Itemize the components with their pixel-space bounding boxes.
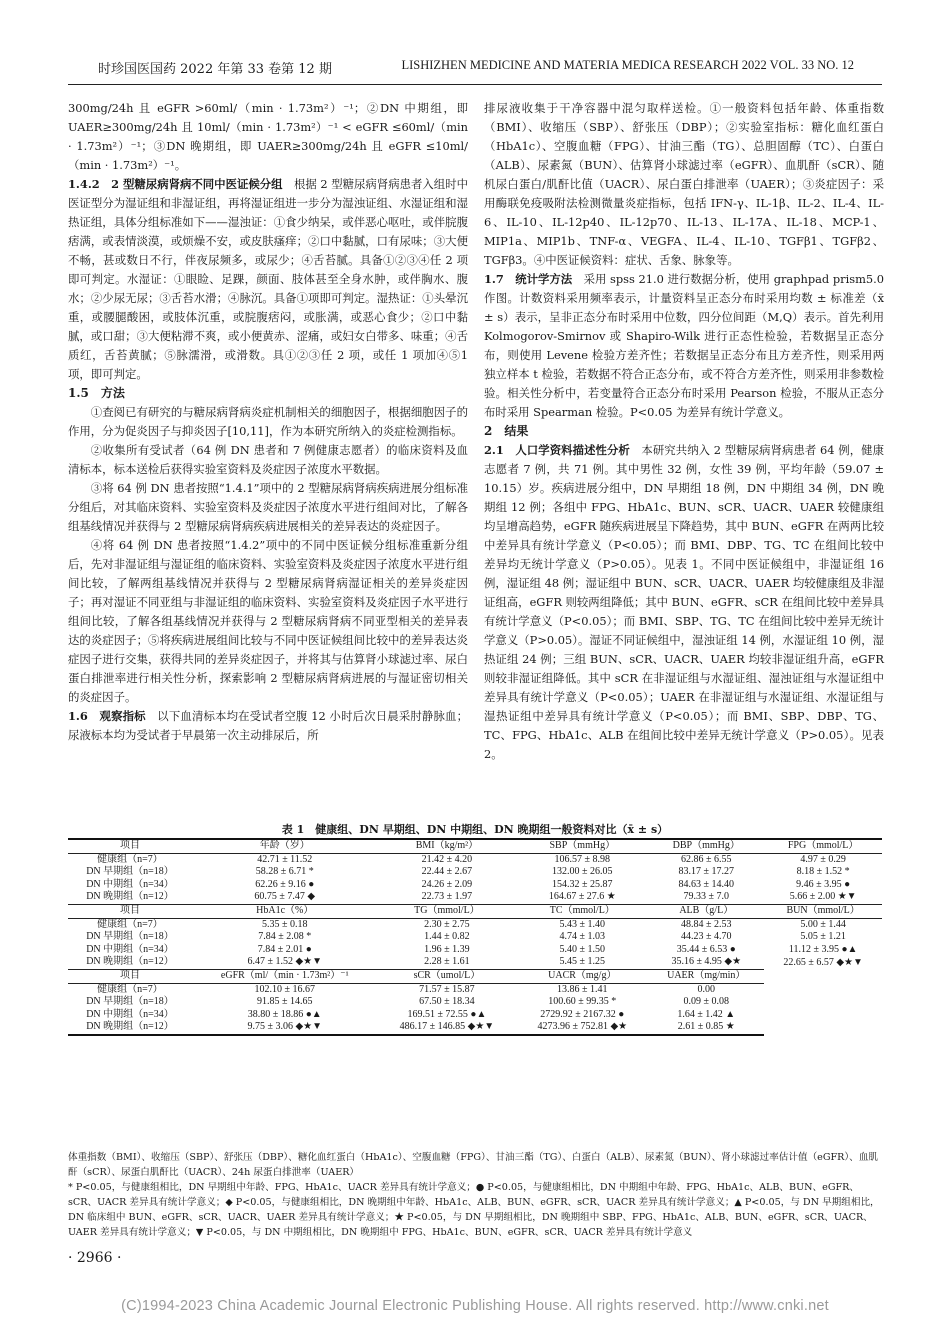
- row-label: DN 中期组（n=34）: [86, 1008, 174, 1020]
- journal-header-en: LISHIZHEN MEDICINE AND MATERIA MEDICA RESEARCH 2022 VOL. 33 NO. 12: [401, 58, 854, 72]
- table-row: [68, 944, 882, 957]
- table-row: [68, 983, 882, 996]
- table-cell: 22.65 ± 6.57 ◆★▼: [783, 956, 863, 968]
- significance-note: * P<0.05，与健康组相比，DN 早期组中年龄、FPG、HbA1c、UACR 差异具有统计学意义；● P<0.05，与健康组相比，DN 中期组中年龄、FPG、HbA1c、ALB、BUN、eGFR、sCR、UACR 差异具有统计学意义；◆ P<0.05，与健康组相比，DN 晚期组中年龄、HbA1c、ALB、BUN、eGFR、sCR、UACR 差异具有统计学意义；▲ P<0.05，与 DN 早期组相比，DN 临床组中 BUN、eGFR、sCR、UACR、UAER 差异具有统计学意义；★ P<0.05，与 DN 早期组相比，DN 晚期组中 SBP、FPG、HbA1c、ALB、BUN、eGFR、sCR、UACR、UAER 差异具有统计学意义；▼ P<0.05，与 DN 中期组相比，DN 晚期组中 FPG、HbA1c、BUN、eGFR、sCR、UACR 差异具有统计学意义: [68, 1182, 880, 1238]
- table-header-cell: 项目: [68, 839, 192, 853]
- row-label: DN 中期组（n=34）: [86, 878, 174, 890]
- table-header-cell: UACR（mg/g）: [516, 969, 648, 983]
- table-row: [68, 931, 882, 944]
- table-header-row: [68, 839, 882, 853]
- table-cell: 35.16 ± 4.95 ◆★: [671, 956, 742, 968]
- section-heading: 1.5 方法: [68, 386, 125, 400]
- table-cell: 164.67 ± 27.6 ★: [548, 891, 616, 903]
- table-cell: 100.60 ± 99.35 *: [548, 996, 617, 1008]
- table-cell: 4.74 ± 1.03: [559, 931, 606, 943]
- table-cell: 154.32 ± 25.87: [552, 878, 613, 890]
- table-cell: 8.18 ± 1.52 *: [796, 866, 850, 878]
- table-header-cell: TC（mmol/L）: [516, 904, 648, 918]
- table-cell: 2.28 ± 1.61: [424, 956, 470, 968]
- table-header-cell: HbA1c（%）: [192, 904, 378, 918]
- table-cell: 0.00: [697, 983, 716, 995]
- table-row: [68, 1021, 882, 1035]
- table-cell: 91.85 ± 14.65: [257, 996, 313, 1008]
- section-heading: 1.6 观察指标: [68, 709, 146, 723]
- table-cell: 4273.96 ± 752.81 ◆★: [516, 1021, 648, 1035]
- paragraph: 300mg/24h 且 eGFR >60ml/（min · 1.73m²）⁻¹；②DN 中期组，即 UAER≥300mg/24h 且 10ml/（min · 1.73m²）⁻¹ < eGFR ≤60ml/（min · 1.73m²）⁻¹；③DN 晚期组，即 UAER≥300mg/24h 且 eGFR ≤10ml/（min · 1.73m²）⁻¹。: [68, 101, 468, 172]
- table-header-cell: TG（mmol/L）: [378, 904, 517, 918]
- table-cell: 79.33 ± 7.0: [683, 891, 730, 903]
- copyright-footer: (C)1994-2023 China Academic Journal Electronic Publishing House. All rights reserved. http://www.cnki.net: [121, 1298, 829, 1314]
- table-cell: 2.30 ± 2.75: [424, 918, 470, 930]
- table-cell: 4.97 ± 0.29: [800, 853, 846, 865]
- table-header-cell: 年龄（岁）: [192, 839, 378, 853]
- table-notes: [68, 1150, 882, 1240]
- table-cell: 22.44 ± 2.67: [421, 866, 473, 878]
- table-cell: 83.17 ± 17.27: [678, 866, 735, 878]
- table-cell: 132.00 ± 26.05: [552, 866, 613, 878]
- table-cell: 48.84 ± 2.53: [681, 918, 732, 930]
- table-row: [68, 918, 882, 931]
- table-row: [68, 853, 882, 866]
- table-cell: 5.43 ± 1.40: [559, 918, 606, 930]
- table-cell: 62.26 ± 9.16 ●: [255, 878, 315, 890]
- table-cell: 7.84 ± 2.08 *: [258, 931, 312, 943]
- table-cell: 1.64 ± 1.42 ▲: [677, 1008, 736, 1020]
- section-heading: 2 结果: [484, 424, 529, 438]
- table-header-cell: FPG（mmol/L）: [764, 839, 882, 853]
- left-column: [68, 99, 468, 745]
- table-header-cell: eGFR（ml/（min · 1.73m²）⁻¹: [192, 969, 378, 983]
- table-cell: 102.10 ± 16.67: [254, 983, 315, 995]
- table-header-cell: sCR（umol/L）: [378, 969, 517, 983]
- table-row: [68, 996, 882, 1009]
- table-row: [68, 879, 882, 892]
- table-cell: 13.86 ± 1.41: [557, 983, 608, 995]
- table-header-cell: BUN（mmol/L）: [764, 904, 882, 918]
- table-cell: 6.47 ± 1.52 ◆★▼: [247, 956, 323, 968]
- section-heading: 1.7 统计学方法: [484, 272, 573, 286]
- table-cell: 21.42 ± 4.20: [421, 853, 473, 865]
- row-label: 健康组（n=7）: [97, 983, 163, 995]
- page-number: · 2966 ·: [68, 1250, 122, 1266]
- row-label: DN 中期组（n=34）: [86, 943, 174, 955]
- paragraph: ③将 64 例 DN 患者按照“1.4.1”项中的 2 型糖尿病肾病疾病进展分组标准分组后，对其临床资料、实验室资料及炎症因子浓度水平进行组间对比，了解各组基线情况并获得与 2 型糖尿病肾病疾病进展相关的差异表达的炎症因子。: [68, 481, 468, 533]
- table-row: [68, 1009, 882, 1022]
- table-cell: 24.26 ± 2.09: [421, 878, 473, 890]
- table-caption: 健康组、DN 早期组、DN 中期组、DN 晚期组一般资料对比（x̄ ± s）: [315, 823, 669, 836]
- table-cell: 5.40 ± 1.50: [559, 943, 606, 955]
- table-row: [68, 956, 882, 969]
- section-1-7: [484, 270, 884, 422]
- table-title: [68, 821, 882, 837]
- table-cell: 486.17 ± 146.85 ◆★▼: [378, 1021, 517, 1035]
- data-table: [68, 838, 882, 1036]
- table-cell: 84.63 ± 14.40: [678, 878, 735, 890]
- table-header-row: [68, 969, 882, 983]
- table-cell: 44.23 ± 4.70: [681, 931, 732, 943]
- table-cell: 1.44 ± 0.82: [424, 931, 470, 943]
- table-header-cell: ALB（g/L）: [648, 904, 764, 918]
- table-cell: 2.61 ± 0.85 ★: [648, 1021, 764, 1035]
- table-header-cell: 项目: [68, 904, 192, 918]
- paragraph: 排尿液收集于干净容器中混匀取样送检。①一般资料包括年龄、体重指数（BMI）、收缩压（SBP）、舒张压（DBP）；②实验室指标：糖化血红蛋白（HbA1c）、空腹血糖（FPG）、甘油三酯（TG）、总胆固醇（TC）、白蛋白（ALB）、尿素氮（BUN）、估算肾小球滤过率（eGFR）、血肌酐（sCR）、随机尿白蛋白/肌酐比值（UACR）、尿白蛋白排泄率（UAER）；③炎症因子：采用酶联免疫吸附法检测微量炎症指标，包括 IFN-γ、IL-1β、IL-2、IL-4、IL-6、IL-10、IL-12p40、IL-12p70、IL-13、IL-17A、IL-18、MCP-1、MIP1a、MIP1b、TNF-α、VEGFA、IL-4、IL-10、TGFβ1、TGFβ2、TGFβ3。④中医证候资料：症状、舌象、脉象等。: [484, 101, 884, 267]
- table-cell: 58.28 ± 6.71 *: [255, 866, 314, 878]
- table-cell: 11.12 ± 3.95 ●▲: [788, 943, 858, 955]
- table-cell: 9.46 ± 3.95 ●: [796, 878, 851, 890]
- section-heading: 2.1 人口学资料描述性分析: [484, 443, 630, 457]
- section-heading: 1.4.2 2 型糖尿病肾病不同中医证候分组: [68, 177, 283, 191]
- table-cell: 67.50 ± 18.34: [419, 996, 475, 1008]
- table-cell: 5.45 ± 1.25: [559, 956, 606, 968]
- table-cell: 2729.92 ± 2167.32 ●: [540, 1008, 625, 1020]
- table-row: [68, 866, 882, 879]
- table-cell: 5.05 ± 1.21: [800, 931, 846, 943]
- section-1-6: [68, 707, 468, 745]
- table-header-cell: UAER（mg/min）: [648, 969, 764, 983]
- section-1-4-2: [68, 175, 468, 384]
- table-cell: 62.86 ± 6.55: [681, 853, 732, 865]
- paragraph: ④将 64 例 DN 患者按照“1.4.2”项中的不同中医证候分组标准重新分组后，先对非湿证组与湿证组的临床资料、实验室资料及炎症因子浓度水平进行组间比较，了解两组基线情况并获得与 2 型糖尿病肾病湿证相关的差异炎症因子；再对湿证不同亚组与非湿证组的临床资料、实验室资料及炎症因子水平进行组间比较，了解各组基线情况并获得与 2 型糖尿病肾病不同亚型相关的差异表达的炎症因子；⑤将疾病进展组间比较与不同中医证候组间比较中的差异表达炎症因子进行交集，获得共同的差异炎症因子，并将其与估算肾小球滤过率、尿白蛋白排泄率进行相关性分析，探索影响 2 型糖尿病肾病进展的与湿证密切相关的炎症因子。: [68, 538, 468, 704]
- row-label: 健康组（n=7）: [97, 918, 163, 930]
- table-header-cell: DBP（mmHg）: [648, 839, 764, 853]
- row-label: DN 早期组（n=18）: [86, 931, 174, 943]
- section-text: 采用 spss 21.0 进行数据分析，使用 graphpad prism5.0 作图。计数资料采用频率表示，计量资料呈正态分布时采用均数 ± 标准差（x̄ ± s）表示，呈非正态分布时采用中位数，四分位间距（M,Q）表示。首先利用 Kolmogorov-Smirnov 或 Shapiro-Wilk 进行正态性检验，若数据呈正态分布，则使用 Levene 检验方差齐性；若数据呈正态分布且方差齐性，则采用两独立样本 t 检验，若数据不符合正态分布，或不符合方差齐性，则采用非参数检验。相关性分析中，若变量符合正态分布时采用 Pearson 检验，不服从正态分布时采用 Spearman 检验。P<0.05 为差异有统计学意义。: [484, 272, 884, 419]
- table-header-cell: SBP（mmHg）: [516, 839, 648, 853]
- table-cell: 38.80 ± 18.86 ●▲: [247, 1008, 322, 1020]
- row-label: DN 晚期组（n=12）: [86, 891, 174, 903]
- table-cell: 22.73 ± 1.97: [421, 891, 473, 903]
- row-label: DN 晚期组（n=12）: [86, 956, 174, 968]
- table-cell: 71.57 ± 15.87: [419, 983, 475, 995]
- table-header-cell: BMI（kg/m²）: [378, 839, 517, 853]
- table-number: 表 1: [281, 823, 305, 836]
- table-cell: 1.96 ± 1.39: [424, 943, 470, 955]
- table-cell: 42.71 ± 11.52: [257, 853, 313, 865]
- table-cell: 5.35 ± 0.18: [262, 918, 308, 930]
- table-cell: 169.51 ± 72.55 ●▲: [407, 1008, 487, 1020]
- paragraph: ②收集所有受试者（64 例 DN 患者和 7 例健康志愿者）的临床资料及血清标本，标本送检后获得实验室资料及炎症因子浓度水平数据。: [68, 443, 468, 476]
- right-column: [484, 99, 884, 764]
- section-text: 根据 2 型糖尿病肾病患者入组时中医证型分为湿证组和非湿证组，再将湿证组进一步分为湿浊证组、水湿证组和湿热证组，具体分组标准如下——湿浊证：①食少纳呆，或伴恶心呕吐，或伴脘腹痞满，或表情淡漠，或烦燥不安，或皮肤瘙痒；②口中黏腻，口有尿味；③大便不畅，甚或数日不行，伴夜尿频多，或尿少；④舌苔腻。具备①②③④任 2 项即可判定。水湿证：①眼睑、足踝，颜面、肢体甚至全身水肿，或伴胸水、腹水；②少尿无尿；③舌苔水滑；④脉沉。具备①项即可判定。湿热证：①头晕沉重，或腰腿酸困，或肢体沉重，或脘腹痞闷，或胀满，或恶心食少；②口中黏腻，或口甜；③大便粘滞不爽，或小便黄赤、涩痛，或妇女白带多、味重；④舌质红，舌苔黄腻；⑤脉濡滑，或滑数。具①②③任 2 项，或任 1 项加④⑤1 项，即可判定。: [68, 177, 468, 381]
- table-cell: 7.84 ± 2.01 ●: [257, 943, 312, 955]
- abbreviation-note: 体重指数（BMI）、收缩压（SBP）、舒张压（DBP）、糖化血红蛋白（HbA1c）、空腹血糖（FPG）、甘油三酯（TG）、白蛋白（ALB）、尿素氮（BUN）、肾小球滤过率估计值（eGFR）、血肌酐（sCR）、尿蛋白肌酐比（UACR）、24h 尿蛋白排泄率（UAER）: [68, 1152, 878, 1178]
- section-text: 以下血清标本均在受试者空腹 12 小时后次日晨采肘静脉血；尿液标本均为受试者于早晨第一次主动排尿后，所: [68, 709, 468, 742]
- table-cell: 5.66 ± 2.00 ★▼: [789, 891, 857, 903]
- row-label: DN 早期组（n=18）: [86, 866, 174, 878]
- journal-header-cn: 时珍国医国药 2022 年第 33 卷第 12 期: [98, 62, 332, 77]
- table-header-cell: 项目: [68, 969, 192, 983]
- table-row: [68, 891, 882, 904]
- header-rule: [68, 84, 882, 85]
- row-label: DN 晚期组（n=12）: [68, 1021, 192, 1035]
- section-2-1: [484, 441, 884, 764]
- table-cell: 60.75 ± 7.47 ◆: [254, 891, 316, 903]
- table-cell: 0.09 ± 0.08: [683, 996, 730, 1008]
- table-cell: 35.44 ± 6.53 ●: [676, 943, 736, 955]
- row-label: 健康组（n=7）: [97, 853, 163, 865]
- table-cell: 106.57 ± 8.98: [554, 853, 611, 865]
- section-text: 本研究共纳入 2 型糖尿病肾病患者 64 例，健康志愿者 7 例，共 71 例。其中男性 32 例，女性 39 例，平均年龄（59.07 ± 10.15）岁。疾病进展分组中，DN 早期组 18 例，DN 中期组 34 例，DN 晚期组 12 例；各组中 FPG、HbA1c、BUN、sCR、UACR、UAER 较健康组均呈增高趋势，eGFR 随疾病进展呈下降趋势，其中 BUN、eGFR 在两两比较中差异具有统计学意义（P<0.05）；而 BMI、DBP、TG、TC 在组间比较中差异均无统计学意义（P>0.05）。见表 1。不同中医证候组中，非湿证组 16 例，湿证组 48 例；湿证组中 BUN、sCR、UACR、UAER 均较健康组及非湿证组高，eGFR 则较两组降低；其中 BUN、eGFR、sCR 在组间比较中差异具有统计学意义（P<0.05）；而 BMI、SBP、TG、TC 在组间比较中差异无统计学意义（P>0.05）。湿证不同证候组中，湿浊证组 14 例，水湿证组 10 例，湿热证组 24 例；三组 BUN、sCR、UACR、UAER 均较非湿证组升高，eGFR 则较非湿证组降低。其中 sCR 在非湿证组与水湿证组、湿浊证组与水湿证组中差异具有统计学意义（P<0.05）；UAER 在非湿证组与水湿证组、水湿证组与湿热证组中差异具有统计学意义（P<0.05）；而 BMI、SBP、DBP、TG、TC、FPG、HbA1c、ALB 在组间比较中差异无统计学意义（P>0.05）。见表 2。: [484, 443, 884, 761]
- table-cell: 9.75 ± 3.06 ◆★▼: [192, 1021, 378, 1035]
- paragraph: ①查阅已有研究的与糖尿病肾病炎症机制相关的细胞因子，根据细胞因子的作用，分为促炎因子与抑炎因子[10,11]，作为本研究所纳入的炎症检测指标。: [68, 405, 468, 438]
- row-label: DN 早期组（n=18）: [86, 996, 174, 1008]
- table-cell: 5.00 ± 1.44: [800, 918, 846, 930]
- table-header-row: [68, 904, 882, 918]
